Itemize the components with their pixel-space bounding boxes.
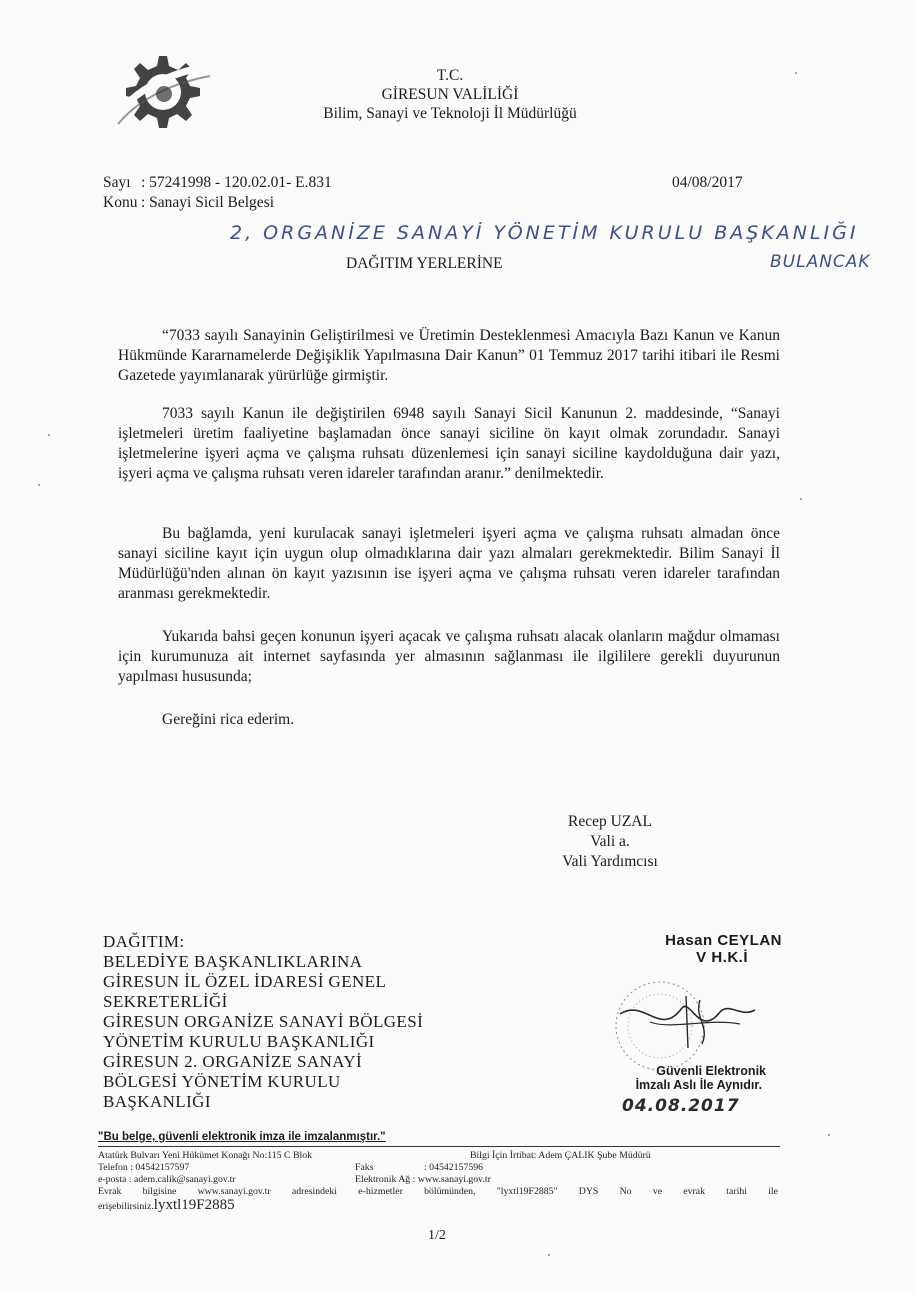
header-directorate: Bilim, Sanayi ve Teknoloji İl Müdürlüğü <box>323 105 577 122</box>
body-paragraph-5: Gereğini rica ederim. <box>162 711 295 728</box>
phone-label: Telefon : <box>98 1162 133 1173</box>
recipient-heading: DAĞITIM YERLERİNE <box>346 255 503 272</box>
footer-contact-info: Bilgi İçin İrtibat: Adem ÇALIK Şube Müdürü <box>470 1150 651 1161</box>
scan-speck <box>800 498 802 500</box>
document-header <box>300 66 600 123</box>
scan-speck <box>828 1134 830 1136</box>
official-stamp-icon <box>590 978 760 1078</box>
web-link[interactable]: www.sanayi.gov.tr <box>417 1174 491 1185</box>
fax-value: : 04542157596 <box>424 1162 484 1173</box>
body-paragraph-4: Yukarıda bahsi geçen konunun işyeri açacak ve çalışma ruhsatı alacak olanların mağdur olmaması için kurumunuza ait internet sayfasında yer almasının sağlanması ile ilgililere gerekli duyurunun yapılması hususunda; <box>118 628 780 685</box>
signer-name: Recep UZAL <box>568 813 652 830</box>
distribution-item: GİRESUN 2. ORGANİZE SANAYİ <box>103 1052 363 1071</box>
footer-divider <box>98 1146 780 1147</box>
body-paragraph-2: 7033 sayılı Kanun ile değiştirilen 6948 sayılı Sanayi Sicil Kanunun 2. maddesinde, “Sanayi işletmeleri üretim faaliyetine başlamadan önce sanayi siciline ön kayıt olmak zorundadır. Sanayi işletmelerine işyeri açma ve çalışma ruhsatı düzenlemesi için sanayi siciline kaydolduğuna dair yazı, işyeri açma ve çalışma ruhsatı veren idareler tarafından aranır.” denilmektedir. <box>118 405 780 482</box>
body-paragraph-3: Bu bağlamda, yeni kurulacak sanayi işletmeleri işyeri açma ve çalışma ruhsatı almadan önce sanayi siciline kayıt için uygun olup olmadıklarına dair yazı almaları gerekmektedir. Bilim Sanayi İl Müdürlüğü'nden alınan ön kayıt yazısının ise işyeri açma ve çalışma ruhsatı veren idareler tarafından aranması gerekmektedir. <box>118 525 780 602</box>
konu-value: : Sanayi Sicil Belgesi <box>141 194 275 211</box>
e-signature-note: "Bu belge, güvenli elektronik imza ile imzalanmıştır." <box>98 1131 386 1143</box>
scan-speck <box>795 72 797 74</box>
access-code: lyxtl19F2885 <box>153 1197 235 1213</box>
distribution-item: YÖNETİM KURULU BAŞKANLIĞI <box>103 1032 375 1051</box>
distribution-item: GİRESUN İL ÖZEL İDARESİ GENEL <box>103 972 387 991</box>
document-date: 04/08/2017 <box>672 174 743 191</box>
signer-role-1: Vali a. <box>590 833 630 850</box>
footer-access <box>98 1199 235 1213</box>
e-signature-block <box>572 932 782 966</box>
handwritten-annotation-line1: 2, ORGANİZE SANAYİ YÖNETİM KURULU BAŞKANLIĞI <box>230 222 859 244</box>
email-label: e-posta : <box>98 1174 132 1185</box>
handwritten-annotation-line2: BULANCAK <box>770 252 871 272</box>
distribution-item: SEKRETERLİĞİ <box>103 992 228 1011</box>
distribution-title: DAĞITIM: <box>103 932 185 951</box>
email-link[interactable]: adem.calik@sanayi.gov.tr <box>133 1174 236 1185</box>
page-number: 1/2 <box>428 1228 446 1243</box>
phone-value: 04542157597 <box>135 1162 190 1173</box>
scan-speck <box>38 484 40 486</box>
distribution-item: BÖLGESİ YÖNETİM KURULU <box>103 1072 341 1091</box>
fax-label: Faks <box>355 1162 374 1173</box>
meta-subject <box>103 193 274 213</box>
meta-number <box>103 173 332 193</box>
scan-speck <box>48 434 50 436</box>
stamp-line-2: İmzalı Aslı İle Aynıdır. <box>635 1078 762 1092</box>
footer-evrak-info: Evrak bilgisine www.sanayi.gov.tr adresindeki e-hizmetler bölümünden, "lyxtl19F2885" DYS No ve evrak tarihi ile <box>98 1186 778 1197</box>
konu-label: Konu <box>103 194 138 211</box>
footer-phone <box>98 1162 189 1174</box>
ministry-gear-logo-icon <box>104 48 214 134</box>
footer-web <box>355 1174 491 1186</box>
scan-speck <box>548 1254 550 1256</box>
stamp-date: 04.08.2017 <box>622 1096 740 1116</box>
distribution-item: BAŞKANLIĞI <box>103 1092 211 1111</box>
header-tc: T.C. <box>436 67 464 84</box>
sayi-value: : 57241998 - 120.02.01- E.831 <box>141 174 332 191</box>
web-label: Elektronik Ağ : <box>355 1174 416 1185</box>
distribution-item: GİRESUN ORGANİZE SANAYİ BÖLGESİ <box>103 1012 424 1031</box>
footer-address: Atatürk Bulvarı Yeni Hükümet Konağı No:115 C Blok <box>98 1150 313 1161</box>
header-valilik: GİRESUN VALİLİĞİ <box>381 86 519 103</box>
esign-title: V H.K.İ <box>696 949 748 966</box>
distribution-list <box>103 932 423 1112</box>
access-prefix: erişebilirsiniz. <box>98 1201 154 1212</box>
signer-role-2: Vali Yardımcısı <box>562 853 658 870</box>
distribution-item: BELEDİYE BAŞKANLIKLARINA <box>103 952 363 971</box>
stamp-line-1: Güvenli Elektronik <box>656 1064 766 1078</box>
signature-block <box>540 812 680 872</box>
footer-email <box>98 1174 236 1186</box>
stamp-text <box>580 1064 766 1092</box>
body-paragraph-1: “7033 sayılı Sanayinin Geliştirilmesi ve Üretimin Desteklenmesi Amacıyla Bazı Kanun ve Kanun Hükmünde Kararnamelerde Değişiklik Yapılmasına Dair Kanun” 01 Temmuz 2017 tarihi itibari ile Resmi Gazetede yayımlanarak yürürlüğe girmiştir. <box>118 327 780 384</box>
esign-name: Hasan CEYLAN <box>665 932 782 949</box>
sayi-label: Sayı <box>103 174 131 191</box>
